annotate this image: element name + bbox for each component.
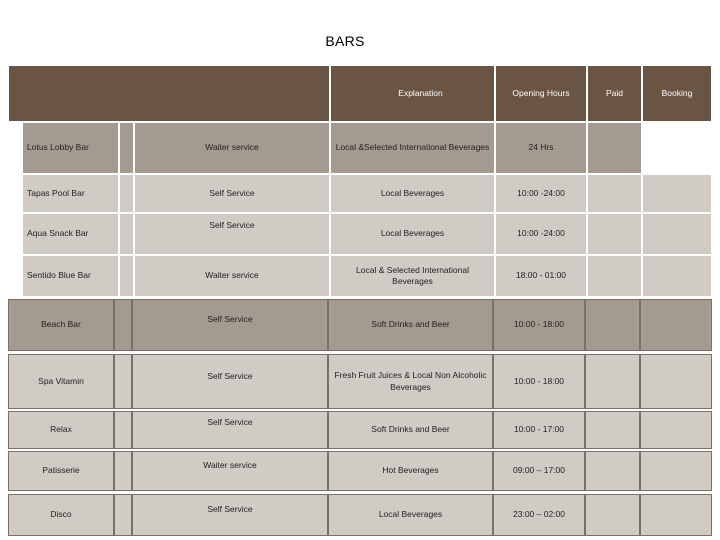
- row-2-explanation: Local Beverages: [330, 174, 495, 213]
- row-1-paid: [587, 122, 642, 174]
- row-7-hours: 10:00 - 17:00: [493, 411, 585, 449]
- header-paid: Paid: [587, 65, 642, 122]
- row-4-spacer: [119, 255, 134, 297]
- row-5-spacer: [114, 299, 132, 351]
- row-8-hours: 09:00 – 17:00: [493, 451, 585, 491]
- header-booking: Booking: [642, 65, 712, 122]
- row-6-explanation: Fresh Fruit Juices & Local Non Alcoholic Beverages: [328, 354, 493, 409]
- row-5-explanation: Soft Drinks and Beer: [328, 299, 493, 351]
- row-6-booking: [640, 354, 712, 409]
- row-7-explanation: Soft Drinks and Beer: [328, 411, 493, 449]
- row-6-paid: [585, 354, 640, 409]
- row-3-spacer: [119, 213, 134, 255]
- row-9-booking: [640, 494, 712, 536]
- row-4-booking: [642, 255, 712, 297]
- row-7-paid: [585, 411, 640, 449]
- row-4-name: Sentido Blue Bar: [22, 255, 119, 297]
- row-2-booking: [642, 174, 712, 213]
- row-3-booking: [642, 213, 712, 255]
- row-8-booking: [640, 451, 712, 491]
- row-2-spacer: [119, 174, 134, 213]
- row-2-service: Self Service: [134, 174, 330, 213]
- row-9-name: Disco: [8, 494, 114, 536]
- row-5-booking: [640, 299, 712, 351]
- row-7-service: Self Service: [132, 411, 328, 449]
- row-2-name: Tapas Pool Bar: [22, 174, 119, 213]
- row-7-booking: [640, 411, 712, 449]
- row-9-paid: [585, 494, 640, 536]
- row-2-paid: [587, 174, 642, 213]
- header-opening-hours: Opening Hours: [495, 65, 587, 122]
- row-1-explanation: Local &Selected International Beverages: [330, 122, 495, 174]
- row-9-hours: 23:00 – 02:00: [493, 494, 585, 536]
- row-8-service: Waiter service: [132, 451, 328, 491]
- row-1-name: Lotus Lobby Bar: [22, 122, 119, 174]
- row-8-paid: [585, 451, 640, 491]
- row-4-paid: [587, 255, 642, 297]
- row-1-hours: 24 Hrs: [495, 122, 587, 174]
- row-7-name: Relax: [8, 411, 114, 449]
- row-3-hours: 10:00 -24:00: [495, 213, 587, 255]
- row-4-hours: 18:00 - 01:00: [495, 255, 587, 297]
- header-explanation: Explanation: [330, 65, 495, 122]
- row-3-name: Aqua Snack Bar: [22, 213, 119, 255]
- row-6-name: Spa Vitamin: [8, 354, 114, 409]
- row-1-spacer: [119, 122, 134, 174]
- row-8-name: Patisserie: [8, 451, 114, 491]
- row-5-service: Self Service: [132, 299, 328, 351]
- row-4-service: Waiter service: [134, 255, 330, 297]
- row-5-paid: [585, 299, 640, 351]
- row-9-spacer: [114, 494, 132, 536]
- row-9-explanation: Local Beverages: [328, 494, 493, 536]
- row-6-spacer: [114, 354, 132, 409]
- row-2-hours: 10:00 -24:00: [495, 174, 587, 213]
- page-title: BARS: [325, 33, 365, 49]
- row-3-explanation: Local Beverages: [330, 213, 495, 255]
- row-9-service: Self Service: [132, 494, 328, 536]
- row-7-spacer: [114, 411, 132, 449]
- row-5-name: Beach Bar: [8, 299, 114, 351]
- row-6-service: Self Service: [132, 354, 328, 409]
- row-3-service: Self Service: [134, 213, 330, 255]
- row-6-hours: 10:00 - 18:00: [493, 354, 585, 409]
- header-blank-cell: [8, 65, 330, 122]
- row-5-hours: 10:00 - 18:00: [493, 299, 585, 351]
- row-1-service: Waiter service: [134, 122, 330, 174]
- row-3-paid: [587, 213, 642, 255]
- row-8-spacer: [114, 451, 132, 491]
- row-4-explanation: Local & Selected International Beverages: [330, 255, 495, 297]
- row-8-explanation: Hot Beverages: [328, 451, 493, 491]
